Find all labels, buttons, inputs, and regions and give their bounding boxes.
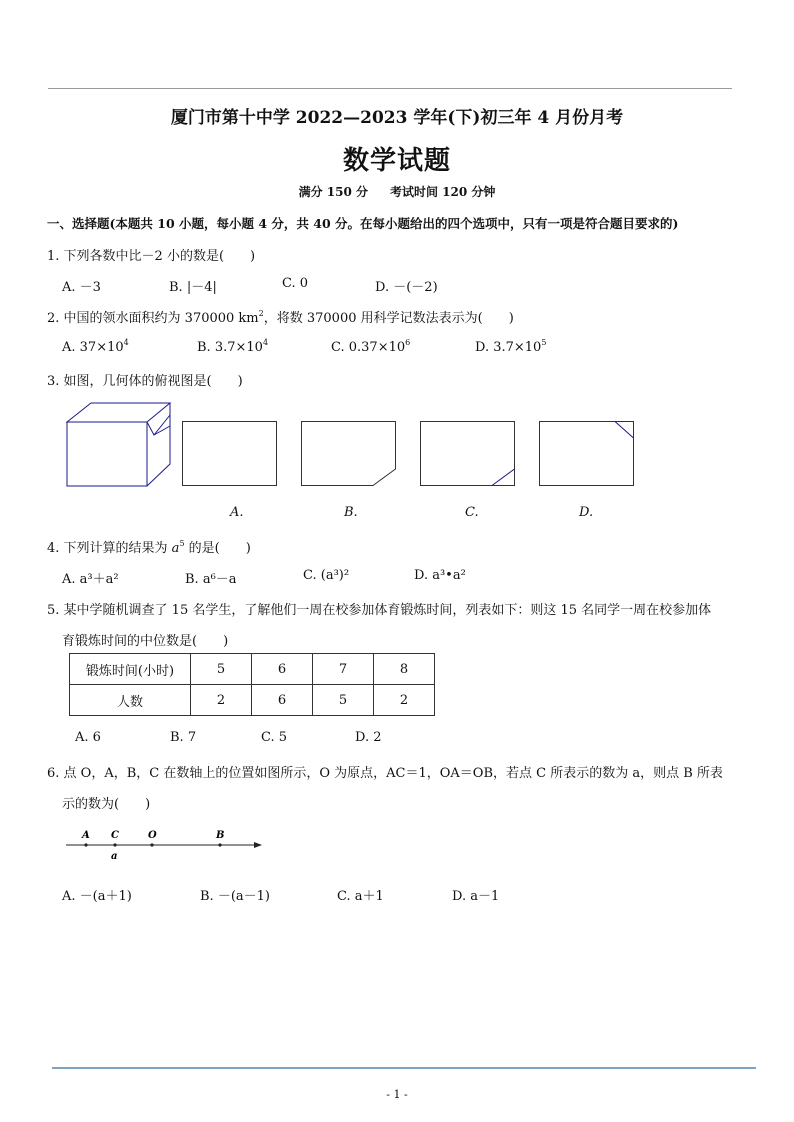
- q2-option-d: D. $3.7\times 10^5$: [475, 338, 547, 355]
- footer-rule: [52, 1067, 756, 1069]
- q4-option-a: A. a³＋a²: [62, 572, 119, 587]
- exercise-time-table: [69, 653, 435, 716]
- exam-meta: [0, 183, 794, 200]
- q6-option-b: B. －(a－1): [200, 889, 270, 904]
- label-o: O: [148, 830, 157, 841]
- q3-option-b-label: B.: [344, 505, 358, 520]
- q6-option-a: A. －(a＋1): [62, 889, 132, 904]
- q3-option-d-label: D.: [579, 505, 594, 520]
- table-row: [70, 654, 435, 685]
- question-6-line-2: 示的数为( ): [62, 797, 151, 812]
- q6-option-d: D. a－1: [452, 889, 500, 904]
- table-cell: 5: [191, 654, 252, 685]
- q2-option-c: C. $0.37\times 10^6$: [331, 338, 411, 355]
- q5-option-b: B. 7: [170, 730, 197, 745]
- table-cell: 2: [191, 685, 252, 716]
- exam-time: 考试时间 120 分钟: [390, 185, 496, 199]
- point-b-dot: [218, 843, 221, 846]
- label-b: B: [216, 830, 225, 841]
- q2-option-b: B. $3.7\times 10^4$: [197, 338, 269, 355]
- q3-option-d-figure: [539, 421, 635, 487]
- q4-option-d: D. a³•a²: [414, 568, 466, 583]
- question-2: 2. 中国的领水面积约为 370000 $km^2$，将数 370000 用科学记数法表示为( ): [47, 309, 514, 326]
- full-score: 满分 150 分: [298, 185, 368, 199]
- q3-option-a-figure: [182, 421, 278, 487]
- page-number: - 1 -: [386, 1088, 408, 1101]
- q1-option-b: B. |－4|: [169, 280, 217, 295]
- table-cell: 锻炼时间(小时): [70, 654, 191, 685]
- q6-option-c: C. a＋1: [337, 889, 384, 904]
- q3-solid-figure: [66, 402, 176, 488]
- table-cell: 5: [313, 685, 374, 716]
- table-cell: 8: [374, 654, 435, 685]
- section-heading: 一、选择题(本题共 10 小题，每小题 4 分，共 40 分。在每小题给出的四个选项中，只有一项是符合题目要求的): [47, 216, 679, 231]
- number-line-figure: [64, 826, 264, 862]
- point-a-dot: [84, 843, 87, 846]
- point-o-dot: [150, 843, 153, 846]
- question-5-line-1: 5. 某中学随机调查了 15 名学生，了解他们一周在校参加体育锻炼时间，列表如下：则这 15 名同学一周在校参加体: [47, 603, 712, 618]
- question-5-line-2: 育锻炼时间的中位数是( ): [62, 634, 229, 649]
- table-cell: 6: [252, 654, 313, 685]
- label-a-value: a: [111, 851, 118, 862]
- q5-option-a: A. 6: [75, 730, 101, 745]
- subject-title: 数学试题: [342, 146, 451, 176]
- q2-option-a: A. $37\times 10^4$: [62, 338, 129, 355]
- question-3: 3. 如图，几何体的俯视图是( ): [47, 374, 243, 389]
- q3-option-c-figure: [420, 421, 516, 487]
- table-row: [70, 685, 435, 716]
- table-cell: 2: [374, 685, 435, 716]
- question-1: 1. 下列各数中比－2 小的数是( ): [47, 249, 256, 264]
- table-cell: 7: [313, 654, 374, 685]
- q3-option-a-label: A.: [230, 505, 244, 520]
- exam-title: 厦门市第十中学 2022—2023 学年(下)初三年 4 月份月考: [170, 108, 624, 128]
- label-c: C: [111, 830, 119, 841]
- table-cell: 人数: [70, 685, 191, 716]
- q3-option-c-label: C.: [465, 505, 479, 520]
- q1-option-c: C. 0: [282, 276, 309, 291]
- q1-option-d: D. －(－2): [375, 280, 438, 295]
- header-rule: [48, 88, 732, 89]
- q3-option-b-figure: [301, 421, 397, 487]
- question-6-line-1: 6. 点 O，A，B，C 在数轴上的位置如图所示，O 为原点，AC＝1，OA＝OB，若点 C 所表示的数为 a，则点 B 所表: [47, 766, 723, 781]
- q4-option-b: B. a⁶－a: [185, 572, 237, 587]
- point-c-dot: [113, 843, 116, 846]
- table-cell: 6: [252, 685, 313, 716]
- q1-option-a: A. －3: [62, 280, 101, 295]
- label-a: A: [82, 830, 90, 841]
- q4-option-c: C. (a³)²: [303, 568, 350, 583]
- q5-option-d: D. 2: [355, 730, 382, 745]
- q5-option-c: C. 5: [261, 730, 288, 745]
- question-4: 4. 下列计算的结果为 $a^5$ 的是( ): [47, 539, 251, 556]
